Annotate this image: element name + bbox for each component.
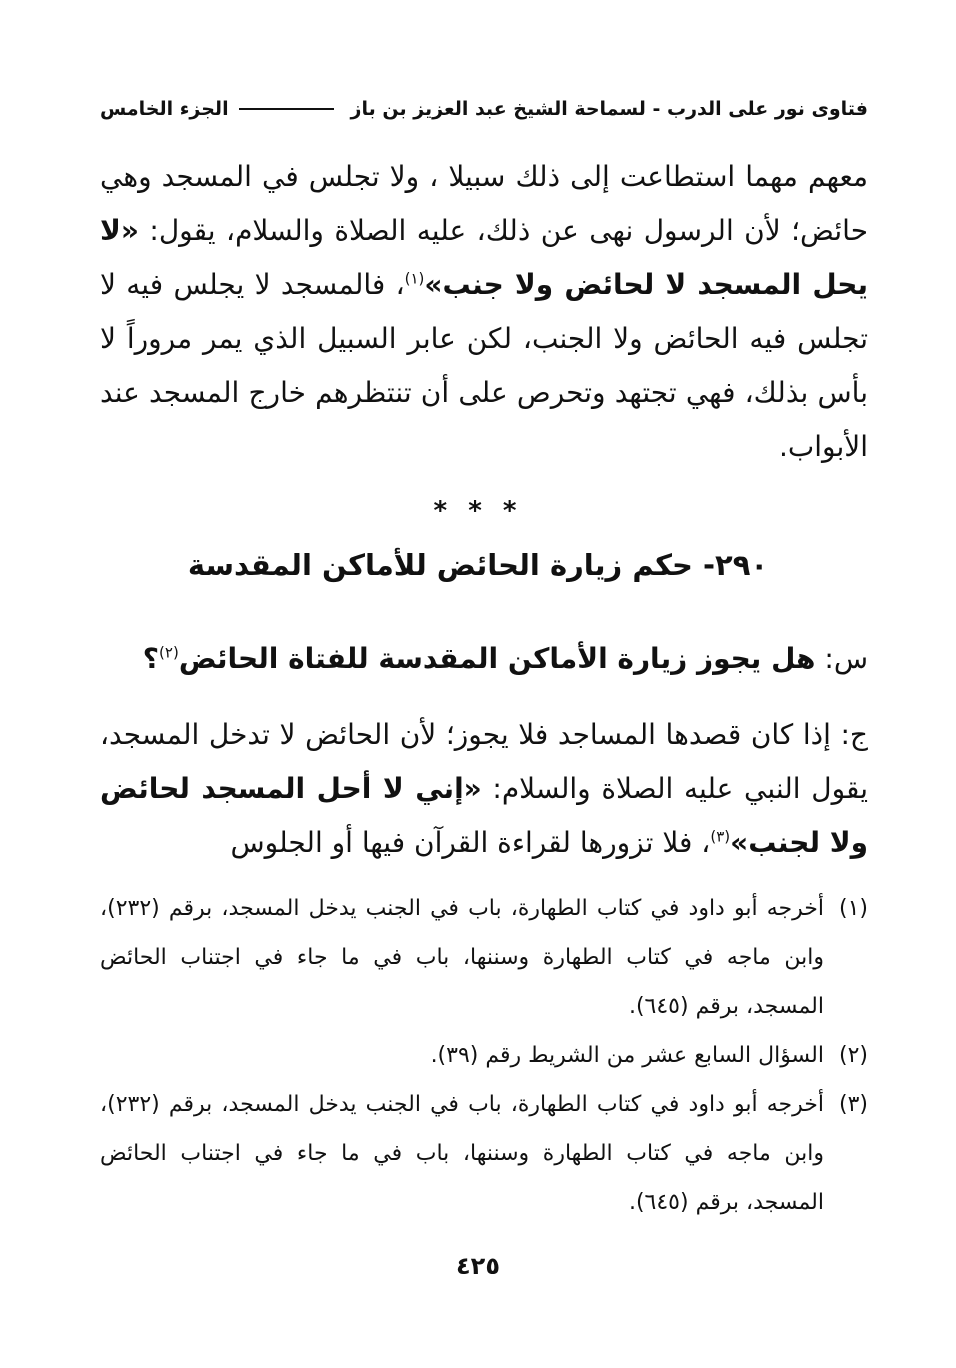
answer-paragraph — [100, 708, 868, 870]
footnote-1 — [100, 884, 868, 1031]
header-book-title: فتاوى نور على الدرب - لسماحة الشيخ عبد العزيز بن باز — [350, 98, 868, 120]
footnote-text: السؤال السابع عشر من الشريط رقم (٣٩). — [430, 1043, 824, 1068]
section-title: ٢٩٠- حكم زيارة الحائض للأماكن المقدسة — [187, 548, 769, 582]
footnote-number: (١) — [838, 896, 868, 921]
footnote-number: (٢) — [838, 1043, 868, 1068]
footnote-text: أخرجه أبو داود في كتاب الطهارة، باب في الجنب يدخل المسجد، برقم (٢٣٢)، وابن ماجه في كتاب الطهارة وسننها، باب في ما جاء في اجتناب الحائض المسجد، برقم (٦٤٥). — [100, 896, 824, 1019]
section-separator: * * * — [433, 496, 523, 526]
footnote-text: أخرجه أبو داود في كتاب الطهارة، باب في الجنب يدخل المسجد، برقم (٢٣٢)، وابن ماجه في كتاب الطهارة وسننها، باب في ما جاء في اجتناب الحائض المسجد، برقم (٦٤٥). — [100, 1092, 824, 1215]
running-header — [100, 92, 868, 126]
question-text: هل يجوز زيارة الأماكن المقدسة للفتاة الحائض — [178, 642, 816, 675]
question-label: س: — [815, 642, 868, 675]
footnote-3 — [100, 1080, 868, 1227]
footnote-ref-1: (١) — [404, 269, 425, 288]
paragraph-1 — [100, 150, 868, 474]
question-mark: ؟ — [142, 642, 160, 675]
footnote-number: (٣) — [838, 1092, 868, 1117]
hadith-quote-1: «لا يحل المسجد لا لحائض ولا جنب» — [100, 214, 868, 301]
hadith-quote-2: «إني لا أحل المسجد لحائض ولا لجنب» — [100, 772, 868, 859]
footnotes — [100, 884, 868, 1227]
paragraph-1-text-a: معهم مهما استطاعت إلى ذلك سبيلا ، ولا تجلس في المسجد وهي حائض؛ لأن الرسول نهى عن ذلك، عليه الصلاة والسلام، يقول: — [100, 160, 868, 247]
footnote-ref-2: (٢) — [159, 643, 179, 662]
paragraph-1-text-b: ، فالمسجد لا يجلس فيه لا تجلس فيه الحائض ولا الجنب، لكن عابر السبيل الذي يمر مروراً لا بأس بذلك، فهي تجتهد وتحرص على أن تنتظرهم خارج المسجد عند الأبواب. — [100, 268, 868, 463]
header-volume-group — [100, 98, 344, 120]
header-rule — [239, 108, 334, 110]
header-volume: الجزء الخامس — [100, 98, 229, 120]
answer-text-a: ج: إذا كان قصدها المساجد فلا يجوز؛ لأن الحائض لا تدخل المسجد، يقول النبي عليه الصلاة والسلام: — [100, 718, 868, 805]
footnote-ref-3: (٣) — [710, 827, 731, 846]
page-number: ٤٢٥ — [456, 1252, 500, 1280]
footnote-2 — [100, 1031, 868, 1080]
answer-text-b: ، فلا تزورها لقراءة القرآن فيها أو الجلوس — [230, 826, 711, 859]
question — [100, 632, 868, 686]
